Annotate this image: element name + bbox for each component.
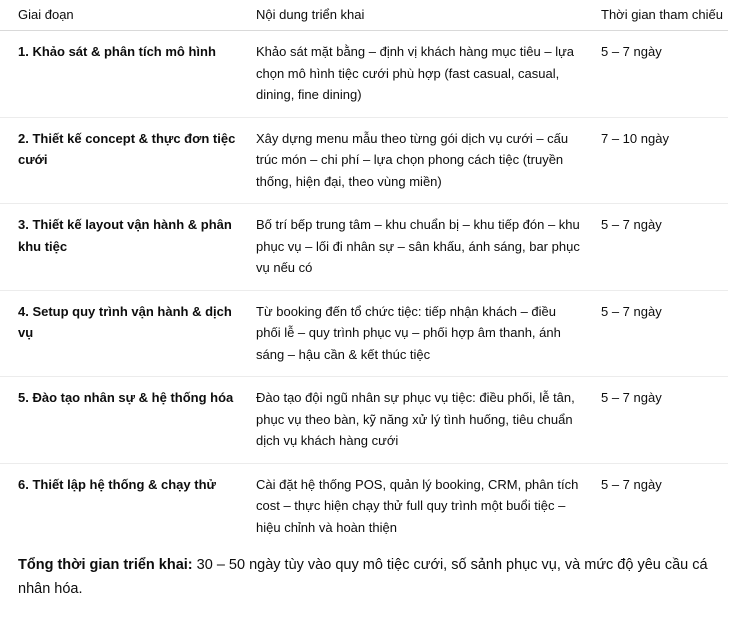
summary-text: 30 – 50 ngày tùy vào quy mô tiệc cưới, số sảnh phục vụ, và mức độ yêu cầu cá nhân hóa. xyxy=(18,557,708,597)
content-cell: Đào tạo đội ngũ nhân sự phục vụ tiệc: điều phối, lễ tân, phục vụ theo bàn, kỹ năng xử lý tình huống, tiêu chuẩn dịch vụ khách hàng cưới xyxy=(256,377,601,464)
stage-cell: 4. Setup quy trình vận hành & dịch vụ xyxy=(0,290,256,377)
time-cell: 5 – 7 ngày xyxy=(601,204,728,291)
header-time: Thời gian tham chiếu xyxy=(601,0,728,31)
time-cell: 7 – 10 ngày xyxy=(601,117,728,204)
content-cell: Bố trí bếp trung tâm – khu chuẩn bị – khu tiếp đón – khu phục vụ – lối đi nhân sự – sân khấu, ánh sáng, bar phục vụ nếu có xyxy=(256,204,601,291)
header-stage: Giai đoạn xyxy=(0,0,256,31)
table-row xyxy=(0,31,728,118)
content-cell: Xây dựng menu mẫu theo từng gói dịch vụ cưới – cấu trúc món – chi phí – lựa chọn phong cách tiệc (truyền thống, hiện đại, theo vùng miền) xyxy=(256,117,601,204)
stage-cell: 2. Thiết kế concept & thực đơn tiệc cưới xyxy=(0,117,256,204)
table-row xyxy=(0,377,728,464)
stage-cell: 6. Thiết lập hệ thống & chạy thử xyxy=(18,476,216,492)
content-cell: Cài đặt hệ thống POS, quản lý booking, CRM, phân tích cost – thực hiện chạy thử full quy trình một buổi tiệc – hiệu chỉnh và hoàn thiện xyxy=(256,476,579,535)
stage-cell: 3. Thiết kế layout vận hành & phân khu tiệc xyxy=(0,204,256,291)
content-cell: Từ booking đến tổ chức tiệc: tiếp nhận khách – điều phối lễ – quy trình phục vụ – phối hợp âm thanh, ánh sáng – hậu cần & kết thúc tiệc xyxy=(256,290,601,377)
stage-cell: 1. Khảo sát & phân tích mô hình xyxy=(0,31,256,118)
time-cell: 5 – 7 ngày xyxy=(601,31,728,118)
table-row xyxy=(0,290,728,377)
summary-paragraph xyxy=(18,553,718,601)
summary-label: Tổng thời gian triển khai: xyxy=(18,557,193,573)
time-cell: 5 – 7 ngày xyxy=(601,377,728,464)
time-cell: 5 – 7 ngày xyxy=(601,476,662,492)
content-cell: Khảo sát mặt bằng – định vị khách hàng mục tiêu – lựa chọn mô hình tiệc cưới phù hợp (fast casual, casual, dining, fine dining) xyxy=(256,31,601,118)
table-row xyxy=(0,204,728,291)
header-content: Nội dung triển khai xyxy=(256,0,601,31)
table-row xyxy=(0,117,728,204)
table-header-row xyxy=(0,0,728,31)
table-row xyxy=(0,463,728,549)
time-cell: 5 – 7 ngày xyxy=(601,290,728,377)
stage-cell: 5. Đào tạo nhân sự & hệ thống hóa xyxy=(0,377,256,464)
